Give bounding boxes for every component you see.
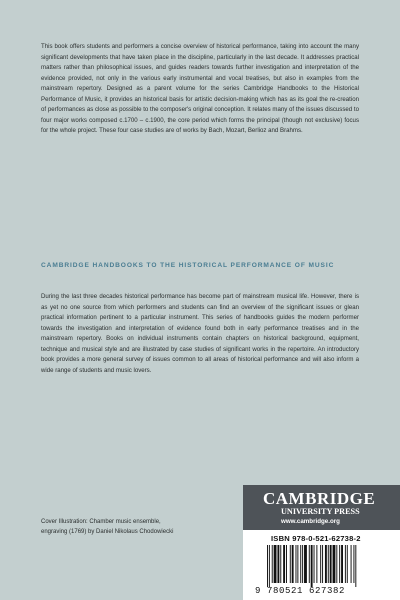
barcode-bar bbox=[320, 545, 321, 583]
description-paragraph: This book offers students and performers a concise overview of historical performance, taking into account the many significant developments that have taken place in the discipline, particularly in the last decade. It addresses practical matters rather than philosophical issues, and guides readers towards further investigation and interpretation of the evidence provided, not only in the various early instrumental and vocal treatises, but also in examples from the mainstream repertory. Designed as a parent volume for the series Cambridge Handbooks to the Historical Performance of Music, it provides an historical basis for artistic decision-making which has as its goal the re-creation of performances as close as possible to the composer's original conception. It relates many of the issues discussed to four major works composed c.1700 – c.1900, the core period which forms the principal (though not exclusive) focus for the whole project. These four case studies are of works by Bach, Mozart, Berlioz and Brahms. bbox=[41, 43, 359, 134]
cover-illustration-line1: Cover Illustration: Chamber music ensemble, bbox=[41, 519, 161, 525]
barcode-panel bbox=[243, 530, 400, 600]
barcode-bar bbox=[339, 545, 340, 583]
barcode-bar bbox=[297, 545, 298, 583]
barcode-digits: 9 780521 627382 bbox=[255, 586, 346, 596]
series-heading: CAMBRIDGE HANDBOOKS TO THE HISTORICAL PERFORMANCE OF MUSIC bbox=[41, 262, 335, 269]
barcode-bar bbox=[311, 545, 313, 587]
barcode-bar bbox=[355, 545, 356, 587]
barcode-bar bbox=[314, 545, 315, 583]
barcode-bar bbox=[333, 545, 336, 583]
cover-illustration-credit bbox=[41, 517, 241, 537]
barcode-bar bbox=[345, 545, 346, 583]
barcode-bar bbox=[292, 545, 294, 583]
barcode-bar bbox=[300, 545, 301, 583]
barcode-bar bbox=[296, 545, 297, 583]
barcode-bar bbox=[277, 545, 279, 583]
barcode-bar bbox=[347, 545, 348, 583]
publisher-name: CAMBRIDGE bbox=[263, 489, 376, 508]
series-paragraph: During the last three decades historical performance has become part of mainstream musical life. However, there is as yet no one source from which performers and students can find an overview of the significant issues or glean practical information pertinent to a particular instrument. This series of handbooks guides the modern performer towards the investigation and interpretation of evidence found both in early performance treatises and in the mainstream repertory. Books on individual instruments contain chapters on historical background, equipment, technique and musical style and are illustrated by case studies of significant works in the repertoire. An introductory book provides a more general survey of issues common to all areas of historical performance and will also inform a wide range of students and music lovers. bbox=[41, 293, 359, 374]
barcode-bar bbox=[269, 545, 270, 587]
barcode-bar bbox=[325, 545, 327, 583]
barcode-icon bbox=[267, 545, 379, 587]
barcode-bar bbox=[336, 545, 337, 583]
barcode-bar bbox=[267, 545, 268, 587]
barcode-bar bbox=[309, 545, 310, 583]
barcode-bar bbox=[341, 545, 343, 583]
cover-illustration-line2: engraving (1769) by Daniel Nikolaus Chodowiecki bbox=[41, 529, 174, 535]
barcode-bar bbox=[353, 545, 354, 583]
barcode-bar bbox=[272, 545, 273, 583]
isbn-label: ISBN 978-0-521-62738-2 bbox=[271, 534, 361, 543]
barcode-bar bbox=[316, 545, 317, 583]
barcode-bar bbox=[351, 545, 352, 583]
barcode-bar bbox=[280, 545, 281, 583]
barcode-bar bbox=[274, 545, 277, 583]
barcode-bar bbox=[328, 545, 329, 583]
barcode-bar bbox=[330, 545, 332, 583]
barcode-bar bbox=[302, 545, 303, 583]
barcode-bar bbox=[286, 545, 287, 583]
barcode-bar bbox=[322, 545, 323, 583]
publisher-subname: UNIVERSITY PRESS bbox=[281, 507, 360, 516]
barcode-bar bbox=[290, 545, 291, 583]
publisher-url: www.cambridge.org bbox=[281, 518, 340, 525]
barcode-bar bbox=[304, 545, 307, 583]
publisher-logo bbox=[243, 485, 400, 530]
barcode-bar bbox=[283, 545, 285, 583]
